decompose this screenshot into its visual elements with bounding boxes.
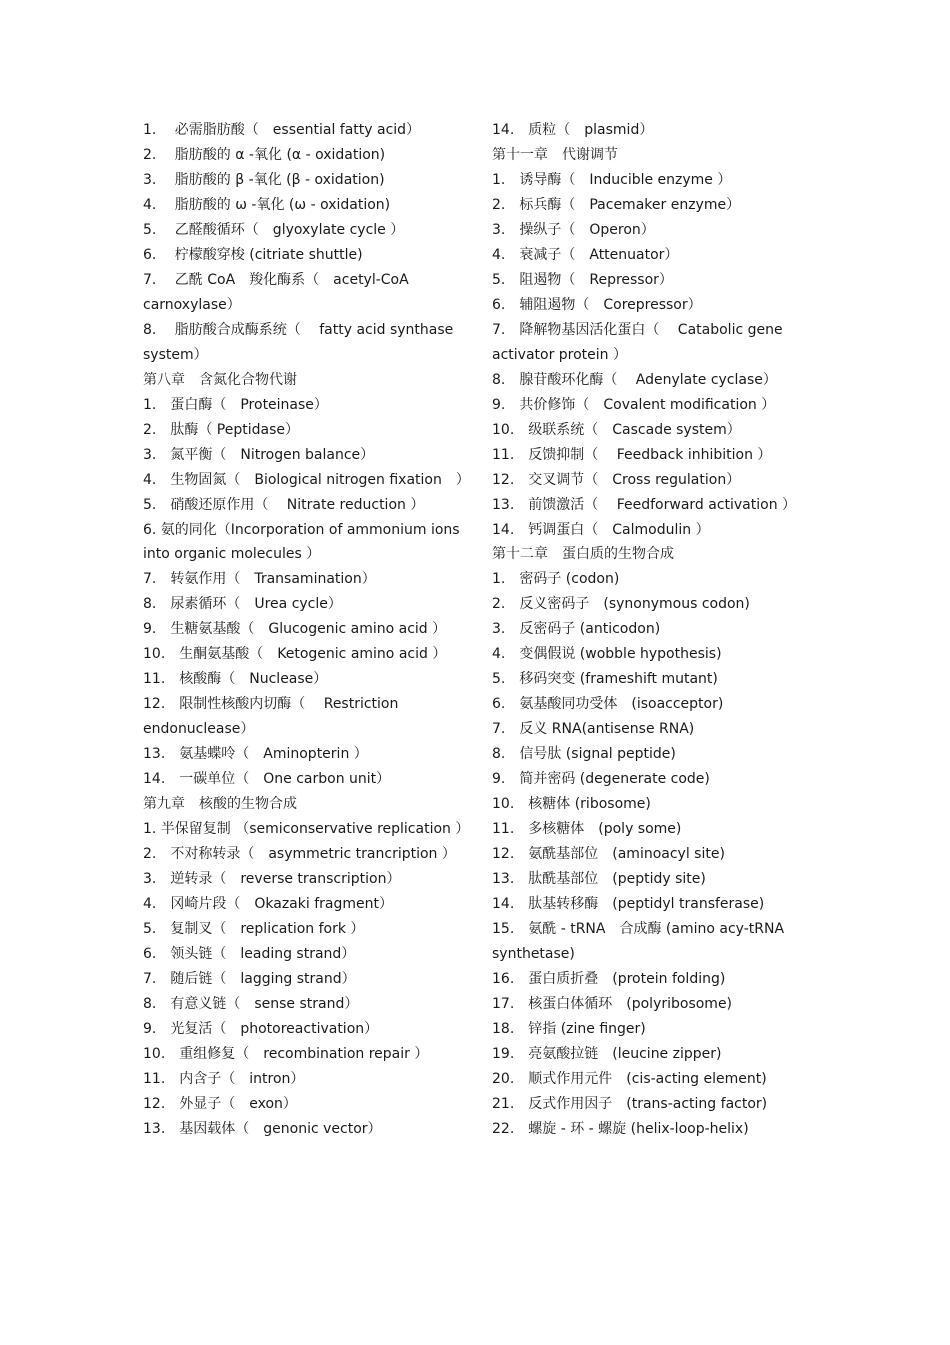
glossary-term: 1. 必需脂肪酸（ essential fatty acid）	[143, 122, 421, 138]
glossary-term: 3. 操纵子（ Operon）	[492, 221, 655, 238]
glossary-term: 1. 蛋白酶（ Proteinase）	[143, 396, 328, 413]
glossary-term: 21. 反式作用因子 (trans-acting factor)	[492, 1095, 768, 1112]
glossary-term: 9. 生糖氨基酸（ Glucogenic amino acid ）	[143, 621, 447, 638]
glossary-term: 13. 基因载体（ genonic vector）	[143, 1120, 382, 1137]
right-column	[492, 118, 802, 1142]
glossary-term: 2. 不对称转录（ asymmetric trancription ）	[143, 846, 456, 863]
glossary-term: 8. 有意义链（ sense strand）	[143, 995, 359, 1012]
chapter-heading: 第十一章 代谢调节	[492, 146, 618, 163]
glossary-term: 6. 氨的同化（Incorporation of ammonium ions	[143, 521, 460, 538]
glossary-term: synthetase)	[492, 945, 575, 962]
glossary-term: 17. 核蛋白体循环 (polyribosome)	[492, 995, 733, 1012]
glossary-term: 10. 核糖体 (ribosome)	[492, 796, 651, 813]
glossary-term: 2. 肽酶（ Peptidase）	[143, 421, 300, 438]
glossary-term: 2. 脂肪酸的 α -氧化 (α - oxidation)	[143, 146, 386, 163]
glossary-term: 11. 内含子（ intron）	[143, 1070, 305, 1087]
chapter-heading: 第九章 核酸的生物合成	[143, 796, 297, 813]
glossary-term: 12. 外显子（ exon）	[143, 1095, 297, 1112]
glossary-term: 7. 反义 RNA(antisense RNA)	[492, 721, 695, 738]
glossary-term: 20. 顺式作用元件 (cis-acting element)	[492, 1070, 767, 1087]
glossary-term: 14. 质粒（ plasmid）	[492, 122, 654, 138]
glossary-term: 15. 氨酰 - tRNA 合成酶 (amino acy-tRNA	[492, 921, 785, 937]
glossary-term: 13. 肽酰基部位 (peptidy site)	[492, 871, 706, 888]
left-column	[143, 118, 473, 1142]
glossary-term: 2. 标兵酶（ Pacemaker enzyme）	[492, 196, 741, 213]
glossary-term: 8. 脂肪酸合成酶系统（ fatty acid synthase	[143, 321, 454, 338]
glossary-term: 22. 螺旋 - 环 - 螺旋 (helix-loop-helix)	[492, 1120, 749, 1137]
glossary-term: 1. 诱导酶（ Inducible enzyme ）	[492, 171, 732, 188]
chapter-heading: 第八章 含氮化合物代谢	[143, 371, 297, 388]
glossary-term: endonuclease）	[143, 721, 255, 738]
glossary-term: carnoxylase）	[143, 296, 241, 313]
glossary-term: 14. 钙调蛋白（ Calmodulin ）	[492, 521, 710, 538]
glossary-term: 4. 生物固氮（ Biological nitrogen fixation ）	[143, 471, 470, 488]
glossary-term: 4. 衰减子（ Attenuator）	[492, 246, 679, 263]
glossary-term: 10. 生酮氨基酸（ Ketogenic amino acid ）	[143, 646, 447, 663]
glossary-term: 1. 密码子 (codon)	[492, 571, 620, 588]
glossary-term: 11. 反馈抑制（ Feedback inhibition ）	[492, 446, 772, 463]
glossary-term: 13. 前馈激活（ Feedforward activation ）	[492, 496, 797, 513]
glossary-term: 3. 氮平衡（ Nitrogen balance）	[143, 446, 375, 463]
glossary-term: 11. 核酸酶（ Nuclease）	[143, 671, 328, 688]
glossary-term: system）	[143, 346, 208, 363]
glossary-term: 4. 脂肪酸的 ω -氧化 (ω - oxidation)	[143, 196, 391, 213]
glossary-term: 10. 重组修复（ recombination repair ）	[143, 1045, 429, 1062]
glossary-term: 2. 反义密码子 (synonymous codon)	[492, 596, 750, 613]
glossary-term: 19. 亮氨酸拉链 (leucine zipper)	[492, 1045, 722, 1062]
glossary-term: 12. 氨酰基部位 (aminoacyl site)	[492, 846, 725, 863]
glossary-term: 18. 锌指 (zine finger)	[492, 1020, 646, 1037]
glossary-term: 7. 随后链（ lagging strand）	[143, 970, 356, 987]
glossary-term: 5. 阻遏物（ Repressor）	[492, 271, 673, 288]
glossary-term: 12. 交叉调节（ Cross regulation）	[492, 471, 741, 488]
glossary-term: 8. 尿素循环（ Urea cycle）	[143, 596, 342, 613]
glossary-term: 5. 乙醛酸循环（ glyoxylate cycle ）	[143, 221, 405, 238]
glossary-term: 4. 变偶假说 (wobble hypothesis)	[492, 646, 722, 663]
glossary-term: 7. 降解物基因活化蛋白（ Catabolic gene	[492, 321, 783, 338]
glossary-term: 13. 氨基蝶呤（ Aminopterin ）	[143, 746, 368, 763]
glossary-term: 14. 一碳单位（ One carbon unit）	[143, 771, 391, 788]
glossary-term: 4. 冈崎片段（ Okazaki fragment）	[143, 896, 393, 913]
glossary-term: 6. 辅阻遏物（ Corepressor）	[492, 296, 702, 313]
glossary-term: 1. 半保留复制 （semiconservative replication ）	[143, 821, 470, 838]
glossary-term: 8. 信号肽 (signal peptide)	[492, 746, 676, 763]
glossary-term: 7. 乙酰 CoA 羧化酶系（ acetyl-CoA	[143, 271, 409, 288]
glossary-term: 6. 柠檬酸穿梭 (citriate shuttle)	[143, 246, 363, 263]
glossary-term: 9. 共价修饰（ Covalent modification ）	[492, 396, 776, 413]
glossary-term: 11. 多核糖体 (poly some)	[492, 821, 682, 838]
glossary-term: 3. 脂肪酸的 β -氧化 (β - oxidation)	[143, 171, 385, 188]
glossary-term: 5. 硝酸还原作用（ Nitrate reduction ）	[143, 496, 425, 513]
glossary-term: 6. 氨基酸同功受体 (isoacceptor)	[492, 696, 724, 713]
glossary-term: 16. 蛋白质折叠 (protein folding)	[492, 970, 726, 987]
glossary-term: 5. 复制叉（ replication fork ）	[143, 921, 365, 937]
glossary-term: 10. 级联系统（ Cascade system）	[492, 421, 741, 438]
glossary-term: 7. 转氨作用（ Transamination）	[143, 571, 376, 588]
glossary-term: 9. 光复活（ photoreactivation）	[143, 1020, 379, 1037]
glossary-term: 12. 限制性核酸内切酶（ Restriction	[143, 696, 399, 713]
glossary-term: into organic molecules ）	[143, 546, 321, 563]
glossary-term: 5. 移码突变 (frameshift mutant)	[492, 671, 718, 688]
glossary-term: 3. 逆转录（ reverse transcription）	[143, 871, 401, 888]
glossary-term: 3. 反密码子 (anticodon)	[492, 621, 661, 638]
glossary-term: 9. 简并密码 (degenerate code)	[492, 771, 710, 788]
glossary-term: 8. 腺苷酸环化酶（ Adenylate cyclase）	[492, 371, 777, 388]
chapter-heading: 第十二章 蛋白质的生物合成	[492, 546, 674, 563]
glossary-term: 6. 领头链（ leading strand）	[143, 945, 356, 962]
glossary-term: 14. 肽基转移酶 (peptidyl transferase)	[492, 896, 765, 913]
glossary-term: activator protein ）	[492, 346, 627, 363]
